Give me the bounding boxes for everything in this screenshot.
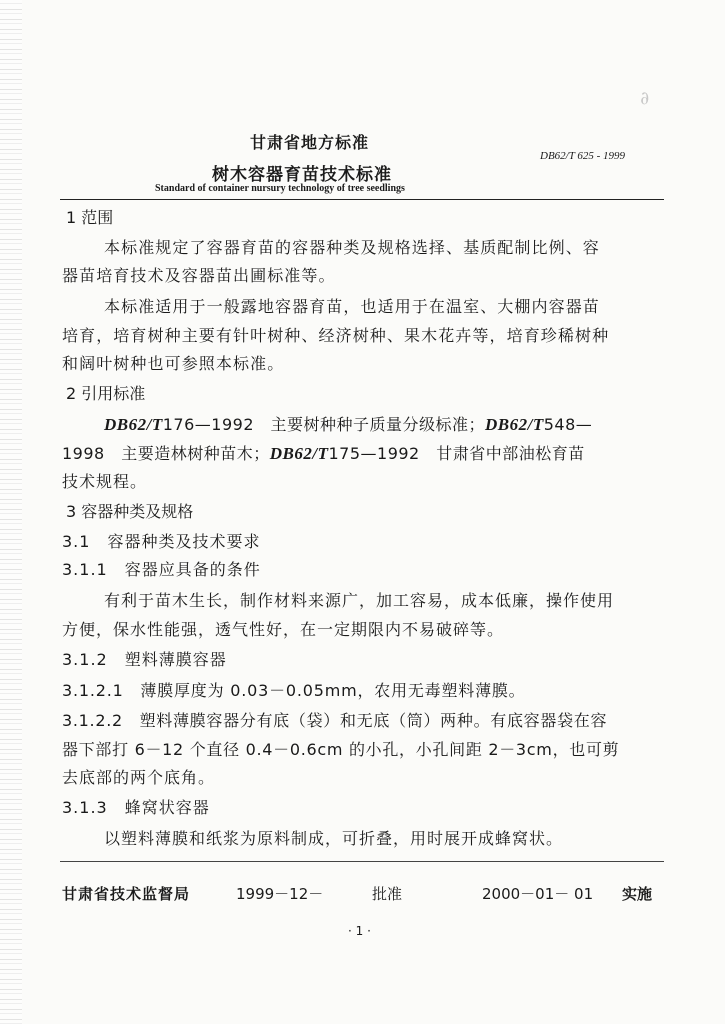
approval-label: 批准 <box>372 885 403 903</box>
clause-line: 去底部的两个底角。 <box>62 768 216 787</box>
header-divider <box>60 199 664 200</box>
paragraph-line: 和阔叶树种也可参照本标准。 <box>62 354 285 373</box>
approval-date: 1999－12－ <box>236 885 324 903</box>
paragraph-line: 方便，保水性能强，透气性好，在一定期限内不易破碎等。 <box>62 620 505 639</box>
reference-line <box>104 412 592 435</box>
section-1-heading: 1 范围 <box>66 208 114 227</box>
paragraph-line: 有利于苗木生长，制作材料来源广，加工容易，成本低廉，操作使用 <box>104 591 615 610</box>
subsection-heading: 3.1.2 塑料薄膜容器 <box>62 650 227 669</box>
standard-code: DB62/T 625 - 1999 <box>540 150 626 162</box>
subsection-heading: 3.1.3 蜂窝状容器 <box>62 798 210 817</box>
paragraph-line: 培育，培育树种主要有针叶树种、经济树种、果木花卉等，培育珍稀树种 <box>62 326 610 345</box>
reference-code: DB62/T <box>269 444 329 463</box>
scan-edge-artifact <box>0 0 22 1024</box>
reference-code: DB62/T <box>485 415 544 434</box>
reference-line: 技术规程。 <box>62 472 148 491</box>
subsection-heading: 3.1 容器种类及技术要求 <box>62 532 261 551</box>
paragraph-line: 本标准适用于一般露地容器育苗，也适用于在温室、大棚内容器苗 <box>104 297 600 316</box>
reference-text: 176—1992 主要树种种子质量分级标准； <box>162 415 485 434</box>
clause-line: 3.1.2.1 薄膜厚度为 0.03－0.05mm，农用无毒塑料薄膜。 <box>62 681 526 700</box>
reference-line <box>62 441 585 464</box>
subsection-heading: 3.1.1 容器应具备的条件 <box>62 560 261 579</box>
header-organization: 甘肃省地方标准 <box>250 133 370 152</box>
reference-text: 548— <box>543 415 593 434</box>
section-2-heading: 2 引用标准 <box>66 384 146 403</box>
clause-line: 器下部打 6－12 个直径 0.4－0.6cm 的小孔，小孔间距 2－3cm，也可剪 <box>62 740 620 759</box>
clause-line: 3.1.2.2 塑料薄膜容器分有底（袋）和无底（筒）两种。有底容器袋在容 <box>62 711 608 730</box>
implementation-date: 2000－01－ 01 <box>482 885 594 903</box>
implementation-label: 实施 <box>622 885 653 903</box>
document-title-english: Standard of container nursury technology of tree seedlings <box>155 183 405 194</box>
document-title: 树木容器育苗技术标准 <box>212 165 392 185</box>
footer-divider <box>60 861 664 862</box>
paragraph-line: 器苗培育技术及容器苗出圃标准等。 <box>62 266 336 285</box>
section-3-heading: 3 容器种类及规格 <box>66 502 194 521</box>
reference-code: DB62/T <box>104 415 163 434</box>
paragraph-line: 以塑料薄膜和纸浆为原料制成，可折叠，用时展开成蜂窝状。 <box>104 829 564 848</box>
paragraph-line: 本标准规定了容器育苗的容器种类及规格选择、基质配制比例、容 <box>104 238 600 257</box>
reference-text: 175—1992 甘肃省中部油松育苗 <box>328 444 585 463</box>
footer-organization: 甘肃省技术监督局 <box>62 885 191 903</box>
page-number: · 1 · <box>348 924 371 938</box>
reference-text: 1998 主要造林树种苗木； <box>62 444 270 463</box>
ink-smudge: ∂ <box>638 87 651 110</box>
